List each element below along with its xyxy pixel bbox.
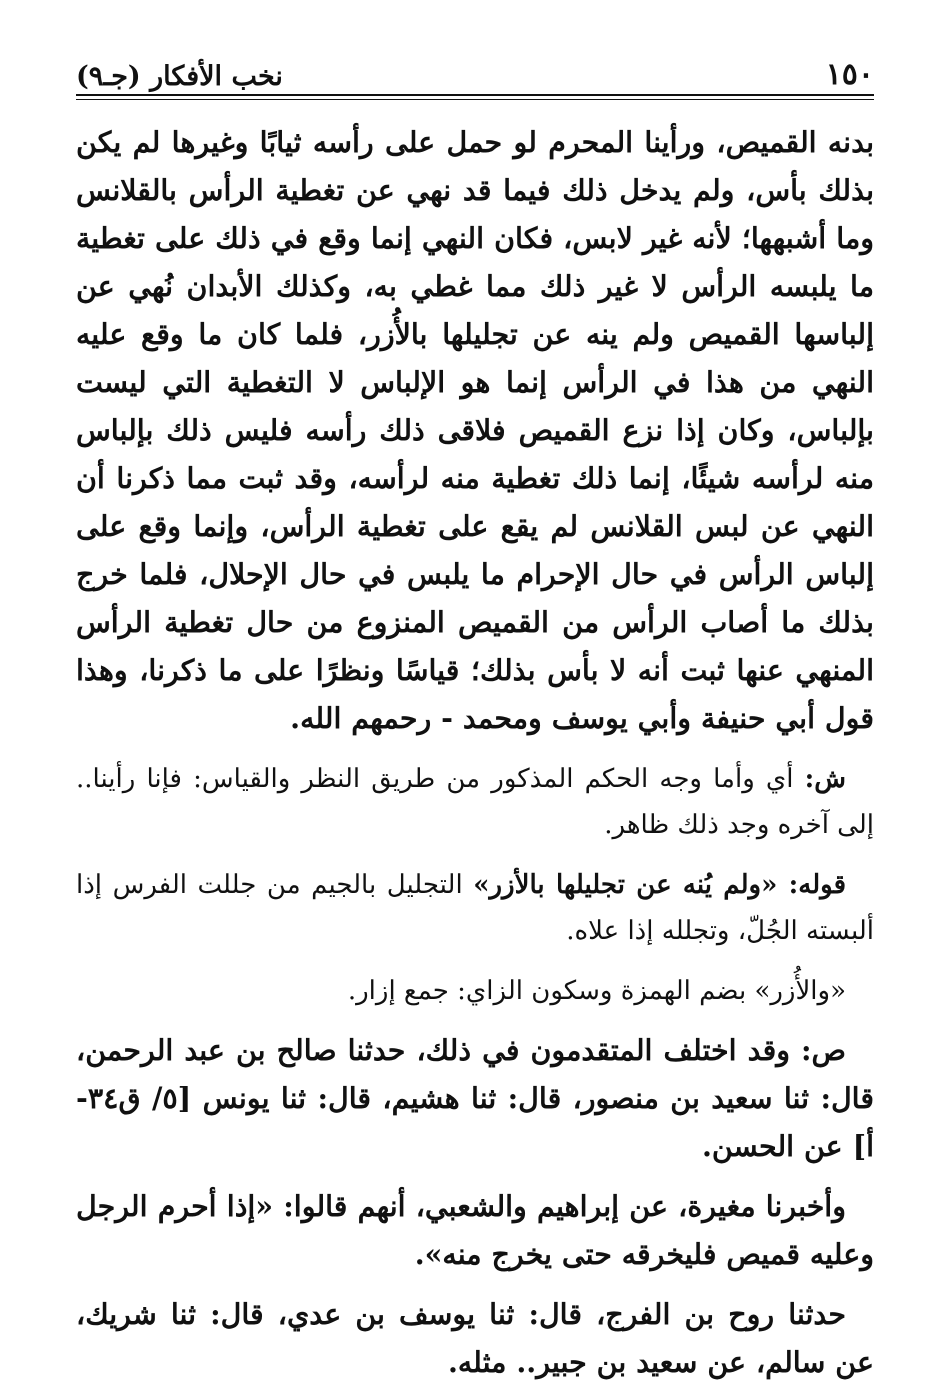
matn-marker: ص:	[801, 1033, 846, 1067]
quoted-phrase: قوله: «ولم يُنه عن تجليلها بالأزر»	[473, 870, 846, 900]
header-rule	[76, 94, 874, 96]
body-text	[76, 118, 874, 1386]
paragraph-text: بدنه القميص، ورأينا المحرم لو حمل على رأسه ثيابًا وغيرها لم يكن بذلك بأس، ولم يدخل ذلك فيما قد نهي عن تغطية الرأس بالقلانس وما أشبهها؛ لأنه غير لابس، فكان النهي إنما وقع في ذلك على تغطية ما يلبسه الرأس لا غير ذلك مما غطي به، وكذلك الأبدان نُهي عن إلباسها القميص ولم ينه عن تجليلها بالأُزر، فلما كان ما وقع عليه النهي من هذا في الرأس إنما هو الإلباس لا التغطية التي ليست بإلباس، وكان إذا نزع القميص فلاقى ذلك رأسه فليس ذلك بإلباس منه لرأسه شيئًا، إنما ذلك تغطية منه لرأسه، وقد ثبت مما ذكرنا أن النهي عن لبس القلانس لم يقع على تغطية الرأس، وإنما وقع على إلباس الرأس في حال الإحرام ما يلبس في حال الإحلال، فلما خرج بذلك ما أصاب الرأس من القميص المنزوع من حال تغطية الرأس المنهي عنها ثبت أنه لا بأس بذلك؛ قياسًا ونظرًا على ما ذكرنا، وهذا قول أبي حنيفة وأبي يوسف ومحمد - رحمهم الله.	[76, 125, 874, 735]
matn-paragraph	[76, 118, 874, 742]
explanation-paragraph	[76, 862, 874, 954]
header-rule-thin	[76, 99, 874, 100]
running-title: نخب الأفكار (جـ٩)	[76, 61, 283, 92]
paragraph-text: التجليل بالجيم من جللت الفرس إذا ألبسته الجُلّ، وتجلله إذا علاه.	[76, 870, 874, 946]
matn-paragraph	[76, 1182, 874, 1278]
page-number: ١٥٠	[825, 57, 874, 92]
page-header	[76, 48, 874, 90]
sharh-marker: ش:	[804, 764, 846, 794]
paragraph-text: وقد اختلف المتقدمون في ذلك، حدثنا صالح بن عبد الرحمن، قال: ثنا سعيد بن منصور، قال: ثنا هشيم، قال: ثنا يونس [٥/ ق٣٤-أ] عن الحسن.	[76, 1033, 874, 1163]
paragraph-text: «والأُزر» بضم الهمزة وسكون الزاي: جمع إزار.	[347, 976, 846, 1006]
definition-paragraph	[76, 968, 874, 1014]
matn-paragraph	[76, 1026, 874, 1170]
paragraph-text: حدثنا روح بن الفرج، قال: ثنا يوسف بن عدي، قال: ثنا شريك، عن سالم، عن سعيد بن جبير.. مثله.	[76, 1297, 874, 1379]
paragraph-text: أي وأما وجه الحكم المذكور من طريق النظر والقياس: فإنا رأينا.. إلى آخره وجد ذلك ظاهر.	[76, 764, 874, 840]
matn-paragraph	[76, 1290, 874, 1386]
sharh-paragraph	[76, 756, 874, 848]
paragraph-text: وأخبرنا مغيرة، عن إبراهيم والشعبي، أنهم قالوا: «إذا أحرم الرجل وعليه قميص فليخرقه حتى يخرج منه».	[76, 1189, 874, 1271]
